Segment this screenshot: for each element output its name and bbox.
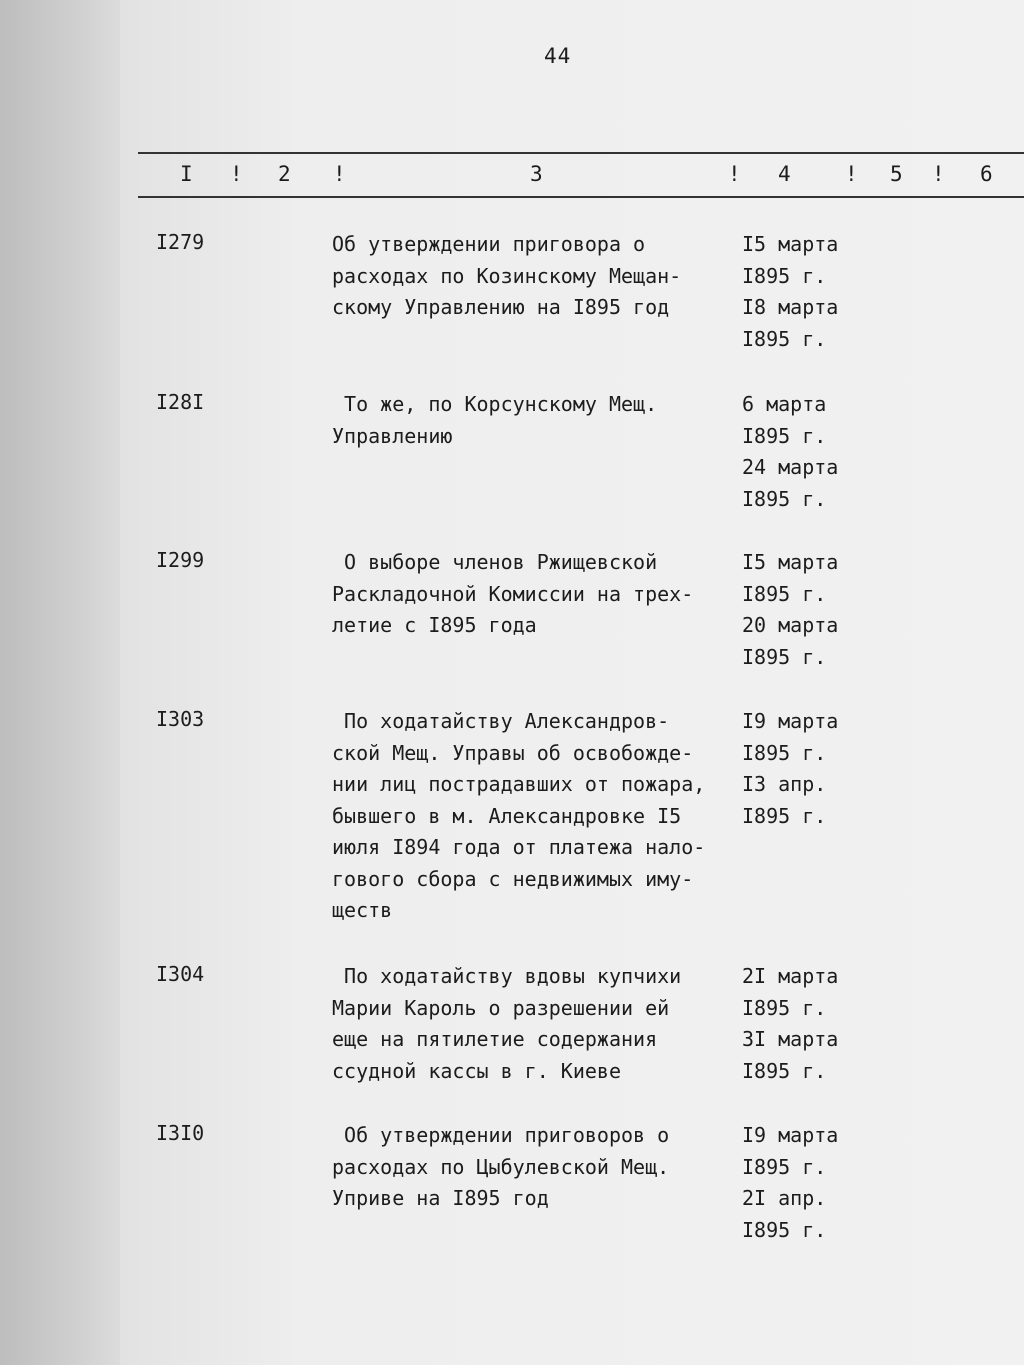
date-line: 2I марта (742, 964, 839, 988)
column-header-2: 2 (278, 162, 291, 186)
entry-dates (742, 1120, 862, 1246)
date-line: 2I апр. (742, 1186, 827, 1210)
entry-dates (742, 547, 862, 673)
entry-title: По ходатайству вдовы купчихи Марии Кароль о разрешении ей еще на пятилетие содержания ссудной кассы в г. Киеве (332, 964, 682, 1083)
entry-number: I299 (156, 548, 205, 572)
column-separator: ! (845, 162, 858, 186)
column-header-5: 5 (890, 162, 903, 186)
date-line: 20 марта (742, 613, 839, 637)
date-line: I895 г. (742, 644, 827, 669)
column-header-6: 6 (980, 162, 993, 186)
column-separator: ! (333, 162, 346, 186)
date-line: I5 марта (742, 550, 839, 574)
column-separator: ! (932, 162, 945, 186)
page-number: 44 (544, 44, 572, 68)
date-line: I895 г. (742, 423, 827, 448)
entry-dates (742, 229, 862, 355)
entry-title: Об утверждении приговоров о расходах по Цыбулевской Мещ. Уприве на I895 год (332, 1123, 670, 1210)
date-line: 3I марта (742, 1027, 839, 1051)
date-line: I895 г. (742, 486, 827, 511)
date-line: I895 г. (742, 1058, 827, 1083)
date-line: I895 г. (742, 995, 827, 1020)
column-header-1: I (180, 162, 193, 186)
entry-number: I3I0 (156, 1121, 205, 1145)
date-line: I895 г. (742, 803, 827, 828)
entry-title: Об утверждении приговора о расходах по Козинскому Мещан- скому Управлению на I895 год (332, 232, 682, 319)
date-line: I895 г. (742, 1154, 827, 1179)
date-line: I3 апр. (742, 772, 827, 796)
entry-dates (742, 961, 862, 1087)
date-line: 6 марта (742, 392, 827, 416)
date-line: 24 марта (742, 455, 839, 479)
entry-dates (742, 389, 862, 515)
page-binding-shadow (0, 0, 135, 1365)
entry-title: О выборе членов Ржищевской Раскладочной Комиссии на трех- летие с I895 года (332, 550, 694, 637)
entry-title: По ходатайству Александров- ской Мещ. Управы об освобожде- нии лиц пострадавших от пожара, бывшего в м. Александровке I5 июля I894 года от платежа нало- гового сбора с недвижимых иму- ществ (332, 709, 706, 922)
date-line: I8 марта (742, 295, 839, 319)
date-line: I895 г. (742, 581, 827, 606)
date-line: I895 г. (742, 263, 827, 288)
column-header-4: 4 (778, 162, 791, 186)
table-header-bottom-rule (138, 196, 1024, 198)
date-line: I895 г. (742, 1217, 827, 1242)
date-line: I895 г. (742, 326, 827, 351)
date-line: I5 марта (742, 232, 839, 256)
entry-title: То же, по Корсунскому Мещ. Управлению (332, 392, 658, 448)
date-line: I895 г. (742, 740, 827, 765)
date-line: I9 марта (742, 1123, 839, 1147)
entry-number: I303 (156, 707, 205, 731)
entry-number: I279 (156, 230, 205, 254)
entry-dates (742, 706, 862, 832)
entry-number: I304 (156, 962, 205, 986)
column-header-3: 3 (530, 162, 543, 186)
entry-number: I28I (156, 390, 205, 414)
column-separator: ! (728, 162, 741, 186)
table-header-top-rule (138, 152, 1024, 154)
column-separator: ! (230, 162, 243, 186)
date-line: I9 марта (742, 709, 839, 733)
